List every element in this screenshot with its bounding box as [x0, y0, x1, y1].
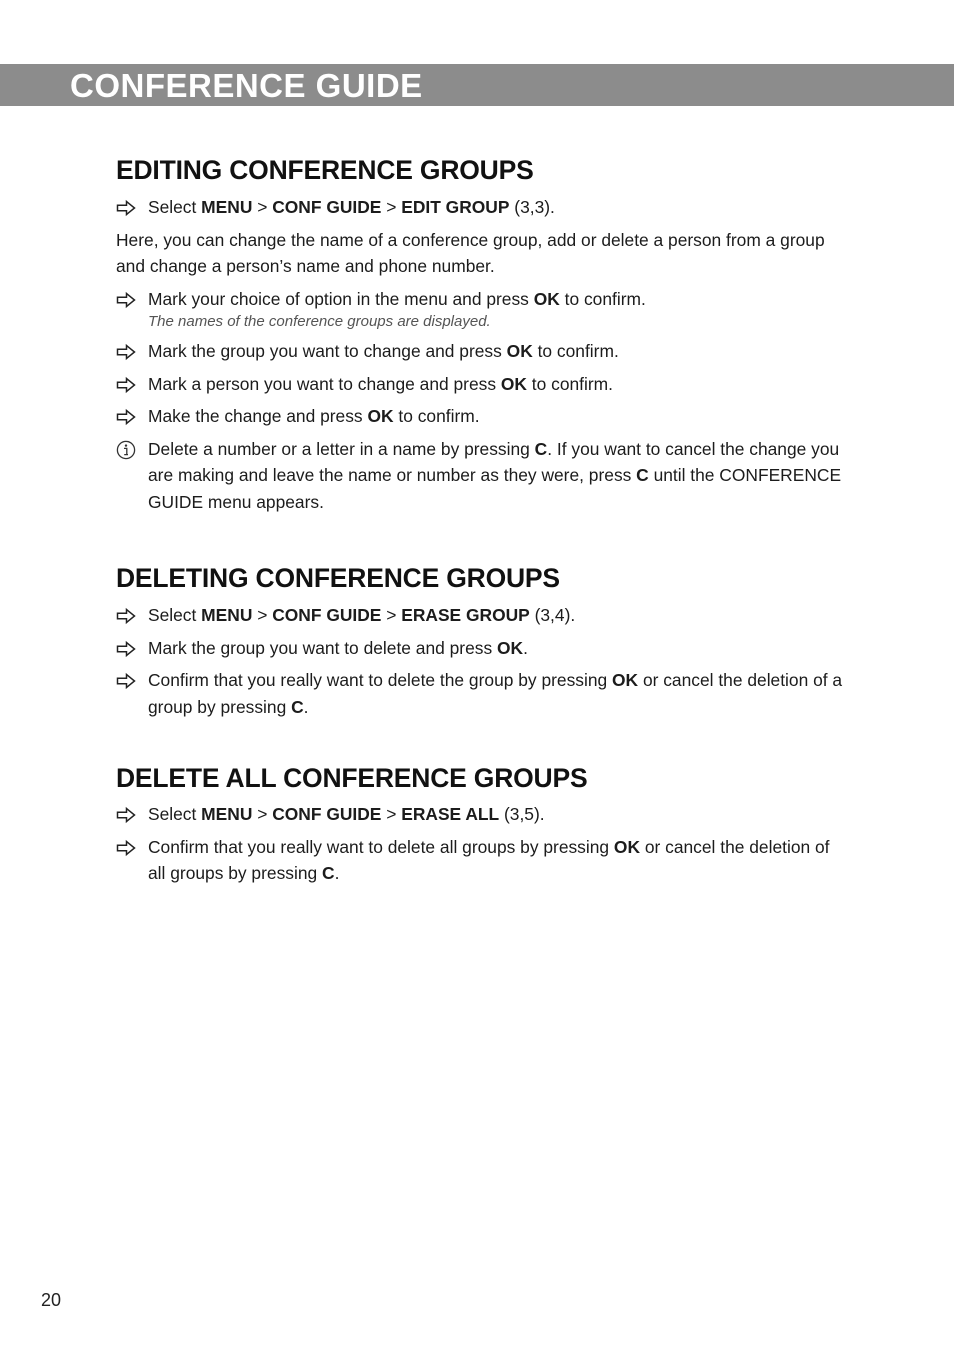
section-heading: EDITING CONFERENCE GROUPS — [116, 155, 534, 185]
arrow-right-icon — [116, 671, 136, 691]
intro-paragraph: Here, you can change the name of a conference group, add or delete a person from a group and change a person’s name and phone number. — [116, 229, 825, 276]
menu-label: CONF GUIDE — [272, 197, 382, 217]
menu-label: MENU — [201, 197, 253, 217]
section-heading: DELETE ALL CONFERENCE GROUPS — [116, 763, 588, 793]
header-bar — [0, 64, 954, 106]
arrow-right-icon — [116, 198, 136, 218]
step-note: The names of the conference groups are displayed. — [148, 313, 491, 330]
section-editing-groups — [116, 155, 851, 515]
section-deleting-groups — [116, 563, 851, 720]
section-heading: DELETING CONFERENCE GROUPS — [116, 563, 560, 593]
arrow-right-icon — [116, 375, 136, 395]
arrow-right-icon — [116, 838, 136, 858]
arrow-right-icon — [116, 407, 136, 427]
page-number: 20 — [41, 1290, 62, 1310]
step-item: Mark the group you want to change and press OK to confirm. — [116, 338, 851, 365]
step-item: Mark your choice of option in the menu and press OK to confirm. The names of the conference groups are displayed. — [116, 286, 851, 333]
arrow-right-icon — [116, 805, 136, 825]
arrow-right-icon — [116, 342, 136, 362]
step-item: Select MENU > CONF GUIDE > ERASE ALL (3,5). — [116, 801, 851, 828]
page-title: CONFERENCE GUIDE — [70, 67, 423, 104]
step-item: Confirm that you really want to delete the group by pressing OK or cancel the deletion of a group by pressing C. — [116, 667, 851, 720]
step-item: Confirm that you really want to delete all groups by pressing OK or cancel the deletion of all groups by pressing C. — [116, 834, 851, 887]
step-item: Mark a person you want to change and press OK to confirm. — [116, 371, 851, 398]
arrow-right-icon — [116, 290, 136, 310]
arrow-right-icon — [116, 639, 136, 659]
arrow-right-icon — [116, 606, 136, 626]
step-item: Make the change and press OK to confirm. — [116, 403, 851, 430]
step-item: Mark the group you want to delete and press OK. — [116, 635, 851, 662]
info-icon — [116, 440, 136, 460]
info-item: Delete a number or a letter in a name by pressing C. If you want to cancel the change you are making and leave the name or number as they were, press C until the CONFERENCE GUIDE menu appears. — [116, 436, 851, 516]
step-item: Select MENU > CONF GUIDE > ERASE GROUP (3,4). — [116, 602, 851, 629]
section-delete-all-groups — [116, 763, 851, 887]
step-item: Select MENU > CONF GUIDE > EDIT GROUP (3,3). — [116, 194, 851, 221]
menu-label: EDIT GROUP — [401, 197, 510, 217]
